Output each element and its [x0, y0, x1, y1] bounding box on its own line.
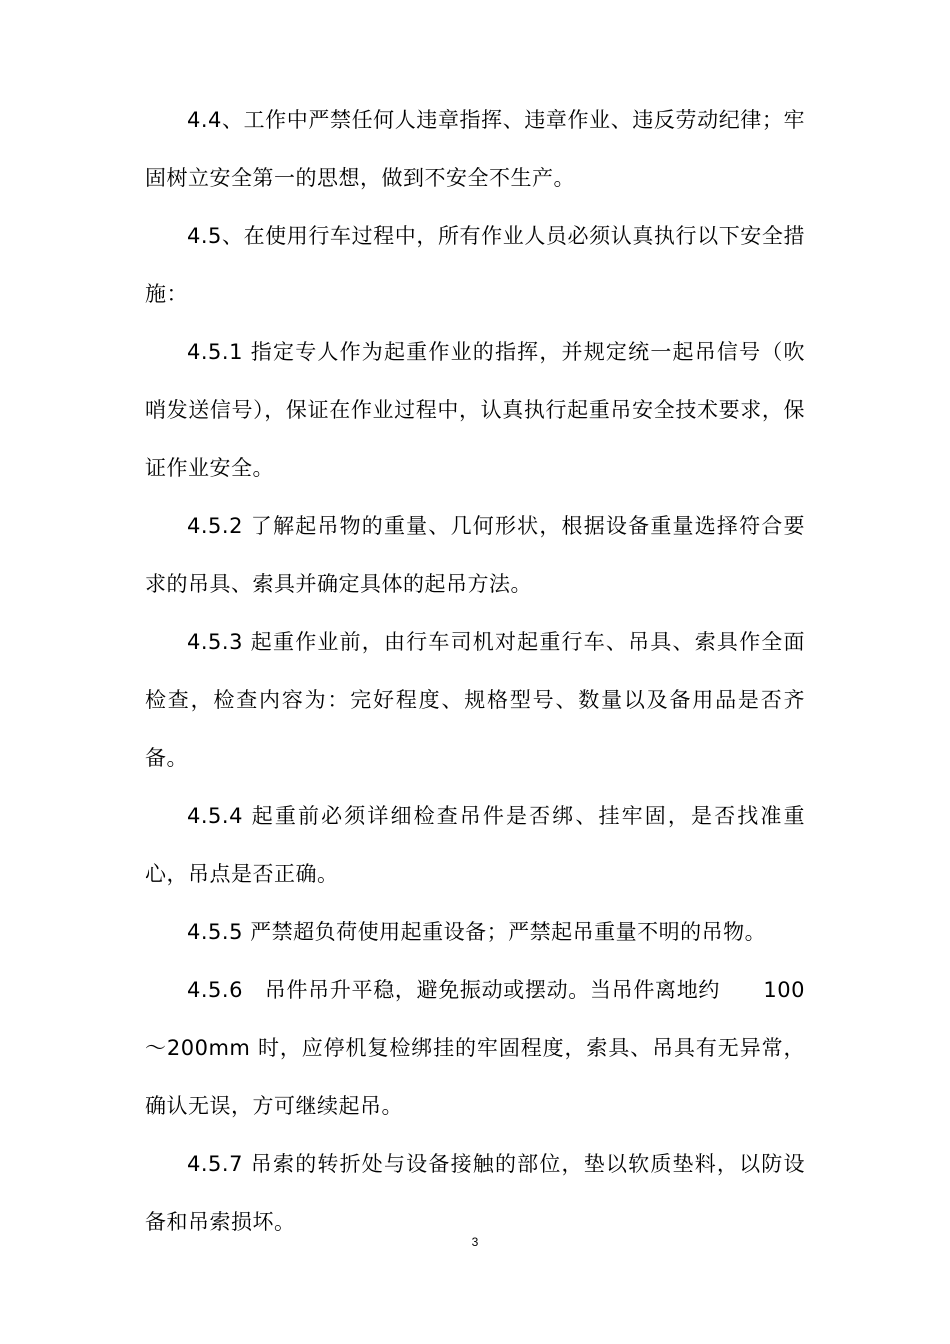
paragraph-4-5-3: 4.5.3 起重作业前，由行车司机对起重行车、吊具、索具作全面检查，检查内容为：完好程度、规格型号、数量以及备用品是否齐备。 — [145, 630, 805, 770]
paragraph-4-5-1: 4.5.1 指定专人作为起重作业的指挥，并规定统一起吊信号（吹哨发送信号），保证在作业过程中，认真执行起重吊安全技术要求，保证作业安全。 — [145, 340, 805, 480]
paragraph-4-5: 4.5、在使用行车过程中，所有作业人员必须认真执行以下安全措施： — [145, 224, 805, 306]
paragraph-4-5-2: 4.5.2 了解起吊物的重量、几何形状，根据设备重量选择符合要求的吊具、索具并确定具体的起吊方法。 — [145, 514, 805, 596]
paragraph-4-5-6: 4.5.6 吊件吊升平稳，避免振动或摆动。当吊件离地约 100～200mm 时，应停机复检绑挂的牢固程度，索具、吊具有无异常，确认无误，方可继续起吊。 — [145, 978, 805, 1118]
paragraph-4-5-4: 4.5.4 起重前必须详细检查吊件是否绑、挂牢固，是否找准重心，吊点是否正确。 — [145, 804, 805, 886]
page-number: 3 — [471, 1235, 479, 1249]
body-text — [145, 91, 805, 1251]
paragraph-4-4: 4.4、工作中严禁任何人违章指挥、违章作业、违反劳动纪律；牢固树立安全第一的思想，做到不安全不生产。 — [145, 108, 805, 190]
paragraph-4-5-7: 4.5.7 吊索的转折处与设备接触的部位，垫以软质垫料，以防设备和吊索损坏。 — [145, 1152, 805, 1234]
paragraph-4-5-5: 4.5.5 严禁超负荷使用起重设备；严禁起吊重量不明的吊物。 — [187, 920, 767, 944]
